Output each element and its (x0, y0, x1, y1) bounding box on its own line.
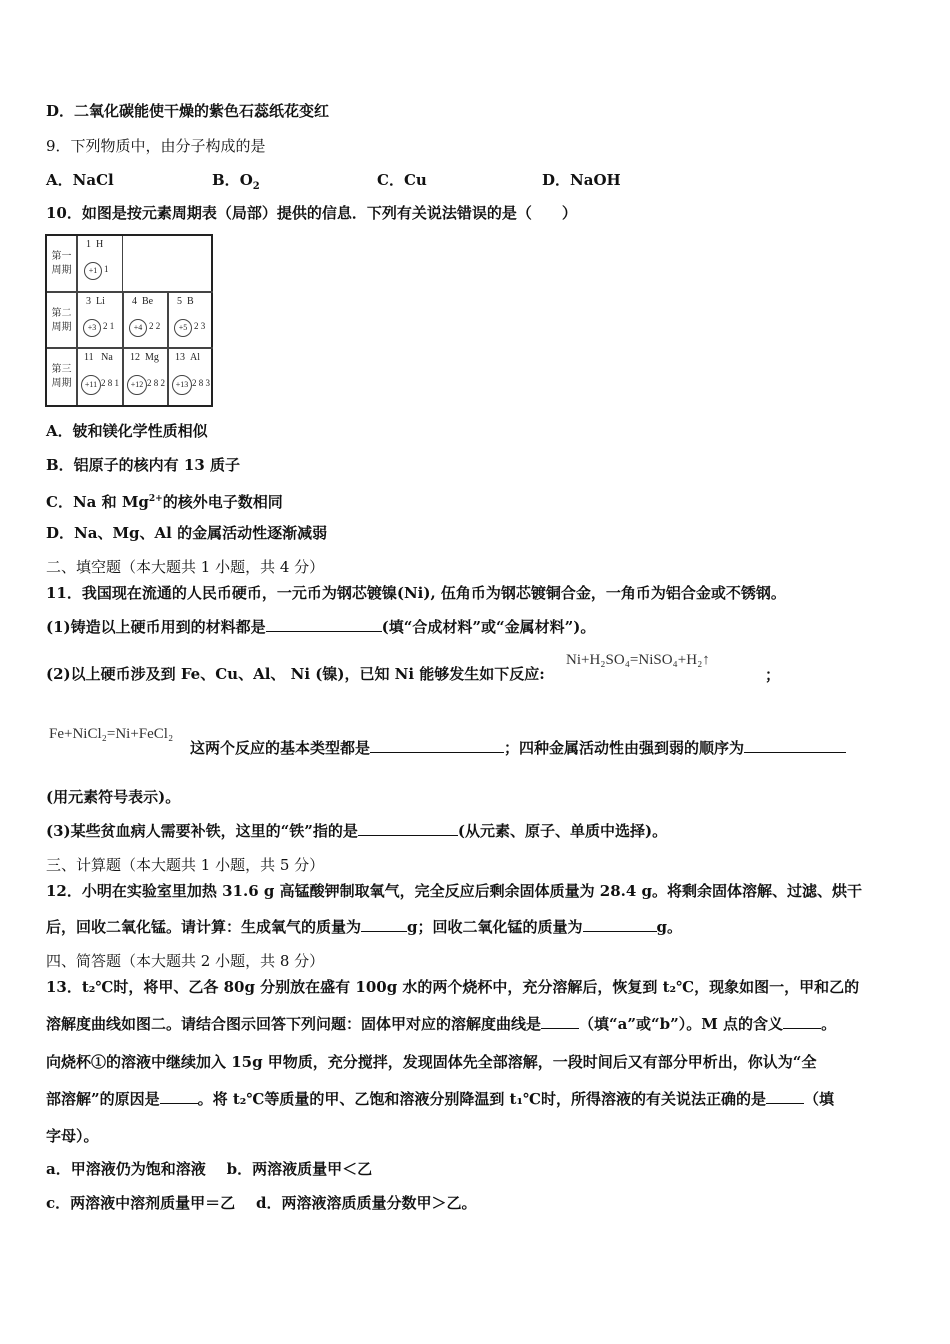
answer-blank[interactable] (361, 917, 407, 932)
semicolon: ； (765, 666, 781, 684)
q9-option-a: A．NaCl (46, 171, 114, 189)
section-2-heading: 二、填空题（本大题共 1 小题，共 4 分） (46, 558, 325, 576)
answer-blank[interactable] (583, 917, 657, 932)
q10-option-a: A．铍和镁化学性质相似 (46, 422, 208, 440)
element-cell-mg: 12 Mg +12 2 8 2 (123, 348, 168, 405)
element-cell-b: 5 B +5 2 3 (168, 292, 213, 348)
q9-stem: 9．下列物质中，由分子构成的是 (46, 137, 266, 155)
period-label-1: 第一周期 (47, 236, 77, 292)
q13-line-3: 向烧杯①的溶液中继续加入 15g 甲物质，充分搅拌，发现固体先全部溶解，一段时间后又有部分甲析出，你认为“全 (46, 1053, 817, 1071)
q10-option-c: C．Na 和 $Mg^{2+}$的核外电子数相同 (46, 493, 283, 511)
answer-blank[interactable] (160, 1089, 198, 1104)
answer-blank[interactable] (783, 1014, 821, 1029)
section-3-heading: 三、计算题（本大题共 1 小题，共 5 分） (46, 856, 325, 874)
q10-option-b: B．铝原子的核内有 13 质子 (46, 456, 240, 474)
q13-line-1: 13．t₂℃时，将甲、乙各 80g 分别放在盛有 100g 水的两个烧杯中，充分溶解后，恢复到 t₂℃，现象如图一，甲和乙的 (46, 978, 860, 996)
q13-line-5: 字母）。 (46, 1127, 99, 1145)
empty-cell (123, 236, 213, 292)
periodic-table-figure (45, 234, 213, 407)
q12-line-1: 12．小明在实验室里加热 31.6 g 高锰酸钾制取氧气，完全反应后剩余固体质量为 28.4 g。将剩余固体溶解、过滤、烘干 (46, 882, 863, 900)
q10-option-d: D．Na、Mg、Al 的金属活动性逐渐减弱 (46, 524, 328, 542)
answer-blank[interactable] (370, 738, 504, 753)
section-4-heading: 四、简答题（本大题共 2 小题，共 8 分） (46, 952, 325, 970)
q9-option-c: C．Cu (377, 171, 427, 189)
q9-option-b: B．$O_2$ (212, 171, 260, 192)
q11-part-2-line2: 这两个反应的基本类型都是 ；四种金属活动性由强到弱的顺序为 (190, 738, 846, 758)
q11-part-3: (3)某些贫血病人需要补铁，这里的“铁”指的是 (从元素、原子、单质中选择)。 (46, 822, 668, 840)
element-cell-al: 13 Al +13 2 8 3 (168, 348, 213, 405)
answer-blank[interactable] (358, 821, 458, 836)
q13-options-cd: c．两溶液中溶剂质量甲＝乙 d．两溶液溶质质量分数甲＞乙。 (46, 1194, 477, 1212)
element-cell-be: 4 Be +4 2 2 (123, 292, 168, 348)
q11-stem: 11．我国现在流通的人民币硬币，一元币为钢芯镀镍(Ni), 伍角币为钢芯镀铜合金，一角币为铝合金或不锈钢。 (46, 584, 786, 602)
q13-line-2: 溶解度曲线如图二。请结合图示回答下列问题：固体甲对应的溶解度曲线是 （填“a”或“b”）。M 点的含义 。 (46, 1015, 837, 1033)
q11-part-2-line3: (用元素符号表示)。 (46, 788, 181, 806)
element-cell-h: 1 H +1 1 (77, 236, 123, 292)
q12-line-2: 后，回收二氧化锰。请计算：生成氧气的质量为 g；回收二氧化锰的质量为 g。 (46, 918, 683, 936)
equation-2: Fe+NiCl₂=Ni+FeCl₂ (49, 726, 174, 742)
period-label-2: 第二周期 (47, 292, 77, 348)
element-cell-li: 3 Li +3 2 1 (77, 292, 123, 348)
answer-blank[interactable] (766, 1089, 804, 1104)
answer-blank[interactable] (744, 738, 846, 753)
answer-blank[interactable] (541, 1014, 579, 1029)
element-cell-na: 11 Na +11 2 8 1 (77, 348, 123, 405)
q13-line-4: 部溶解”的原因是 。将 t₂℃等质量的甲、乙饱和溶液分别降温到 t₁℃时，所得溶液的有关说法正确的是 （填 (46, 1090, 835, 1108)
period-label-3: 第三周期 (47, 348, 77, 405)
q8-option-d: D．二氧化碳能使干燥的紫色石蕊纸花变红 (46, 102, 330, 120)
q11-part-1: (1)铸造以上硬币用到的材料都是 (填“合成材料”或“金属材料”)。 (46, 618, 596, 636)
equation-1: Ni+H₂SO₄=NiSO₄+H₂↑ (566, 652, 710, 668)
q9-option-d: D．NaOH (542, 171, 621, 189)
q10-stem: 10．如图是按元素周期表（局部）提供的信息．下列有关说法错误的是（ ） (46, 204, 577, 222)
answer-blank[interactable] (266, 617, 382, 632)
q11-part-2-line1: (2)以上硬币涉及到 Fe、Cu、Al、 Ni (镍)，已知 Ni 能够发生如下反应: (46, 665, 545, 683)
q13-options-ab: a．甲溶液仍为饱和溶液 b．两溶液质量甲＜乙 (46, 1160, 373, 1178)
